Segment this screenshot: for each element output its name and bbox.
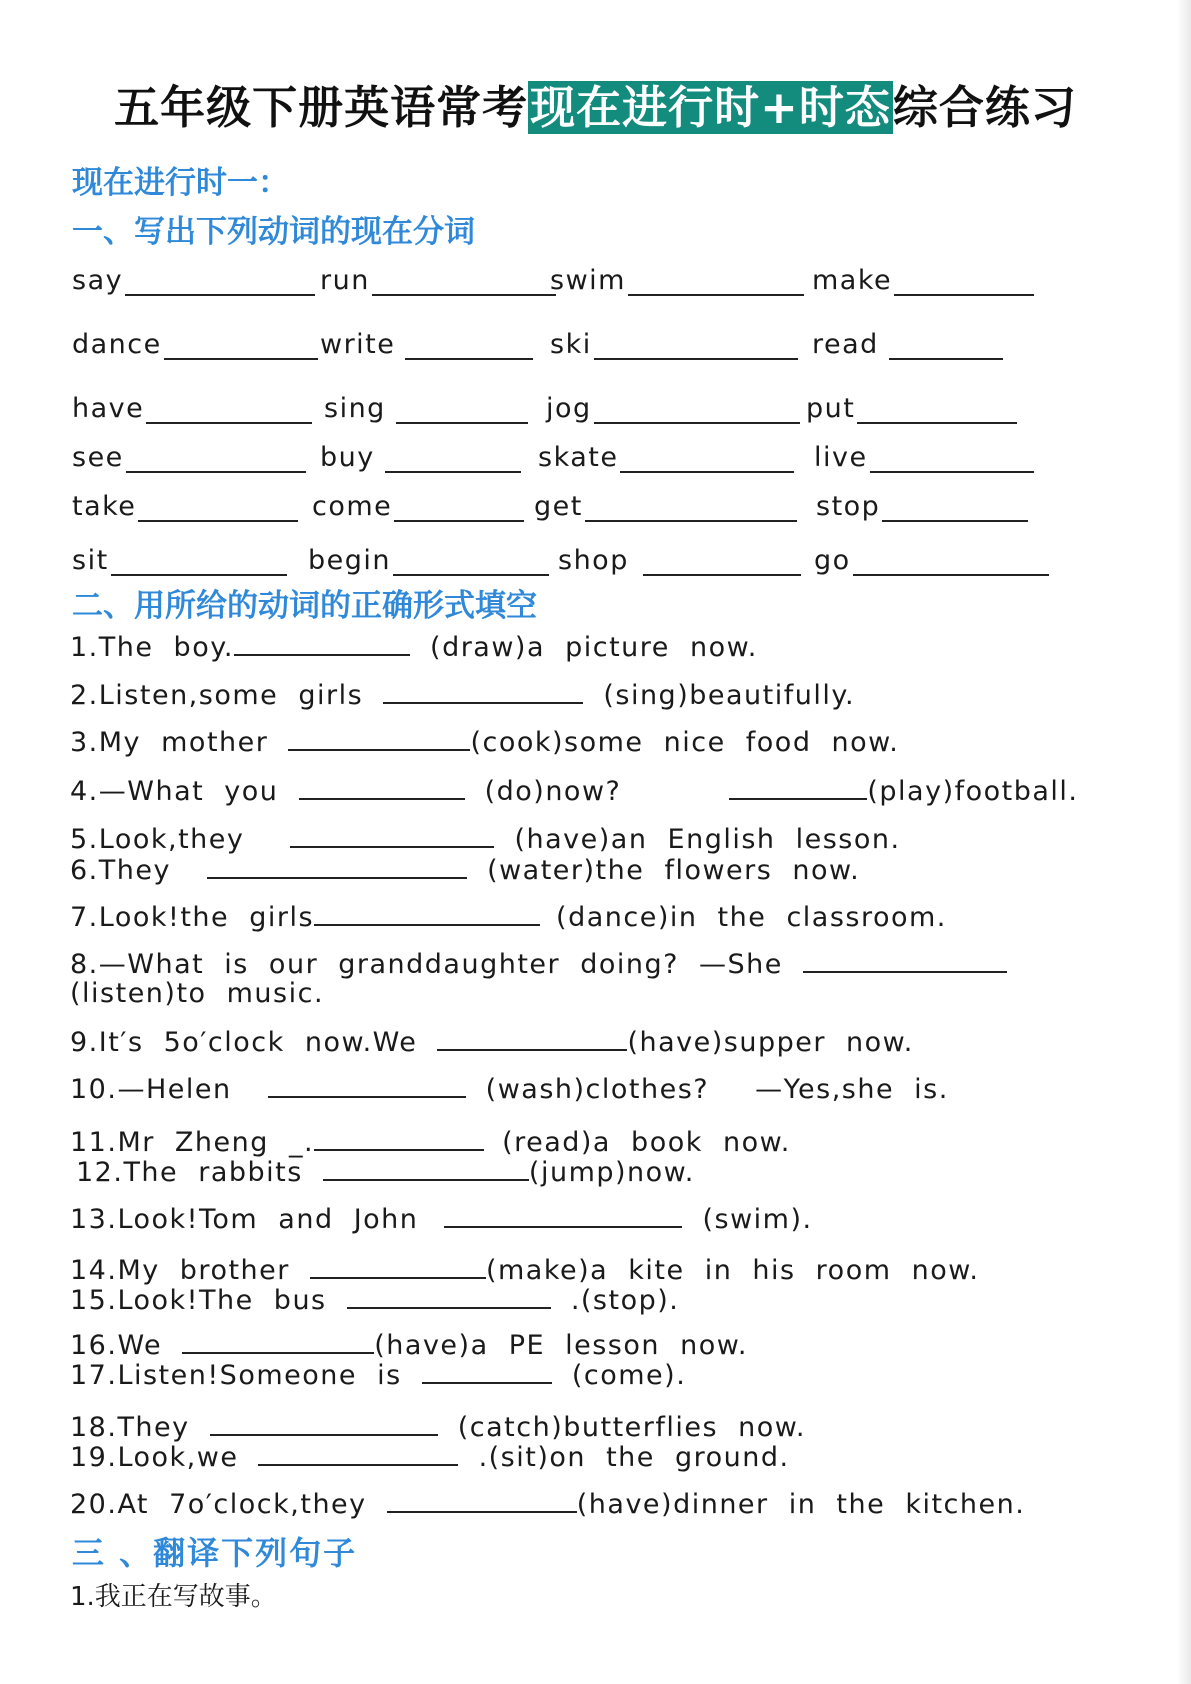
answer-blank[interactable] (437, 1025, 627, 1051)
question-8-cont: (listen)to music. (70, 978, 325, 1009)
question-6: 6.They (water)the flowers now. (70, 855, 861, 886)
verb-row (72, 324, 1072, 364)
question-5: 5.Look,they (have)an English lesson. (70, 824, 901, 855)
section1-heading: 一、写出下列动词的现在分词 (72, 214, 475, 250)
question-20: 20.At 7o′clock,they (have)dinner in the kitchen. (70, 1489, 1026, 1520)
answer-blank[interactable] (643, 548, 801, 576)
answer-blank[interactable] (314, 1125, 484, 1151)
question-2: 2.Listen,some girls (sing)beautifully. (70, 680, 856, 711)
translation-question-1: 1.我正在写故事。 (70, 1582, 277, 1612)
verb-item: buy (320, 437, 521, 473)
answer-blank[interactable] (385, 445, 521, 473)
answer-blank[interactable] (314, 900, 540, 926)
answer-blank[interactable] (729, 774, 867, 800)
question-8: 8.—What is our granddaughter doing? —She (70, 947, 1007, 981)
title-prefix: 五年级下册英语常考 (114, 81, 529, 134)
answer-blank[interactable] (383, 678, 583, 704)
section3-heading: 三 、翻译下列句子 (72, 1534, 358, 1572)
answer-blank[interactable] (585, 494, 797, 522)
verb-item: have (72, 388, 312, 424)
answer-blank[interactable] (125, 268, 315, 296)
section-top-heading: 现在进行时一： (72, 165, 289, 201)
answer-blank[interactable] (444, 1202, 682, 1228)
answer-blank[interactable] (182, 1328, 374, 1354)
answer-blank[interactable] (594, 396, 800, 424)
answer-blank[interactable] (146, 396, 312, 424)
answer-blank[interactable] (234, 630, 410, 656)
answer-blank[interactable] (628, 268, 804, 296)
verb-item: read (812, 324, 1003, 360)
answer-blank[interactable] (290, 822, 494, 848)
title-highlight: 现在进行时+时态 (530, 81, 891, 134)
answer-blank[interactable] (870, 445, 1034, 473)
verb-item: write (320, 324, 533, 360)
verb-item: put (806, 388, 1017, 424)
question-7: 7.Look!the girls (dance)in the classroom. (70, 902, 947, 933)
verb-item: come (312, 486, 524, 522)
answer-blank[interactable] (803, 947, 1007, 973)
answer-blank[interactable] (422, 1358, 552, 1384)
answer-blank[interactable] (138, 494, 298, 522)
verb-item: jog (546, 388, 800, 424)
question-17: 17.Listen!Someone is (come). (70, 1360, 687, 1391)
answer-blank[interactable] (310, 1253, 486, 1279)
verb-item: get (534, 486, 797, 522)
answer-blank[interactable] (857, 396, 1017, 424)
verb-item: dance (72, 324, 318, 360)
question-12: 12.The rabbits (jump)now. (76, 1157, 695, 1188)
answer-blank[interactable] (258, 1440, 458, 1466)
verb-row (72, 388, 1072, 428)
answer-blank[interactable] (347, 1283, 551, 1309)
verb-item: live (814, 437, 1034, 473)
verb-row (72, 437, 1072, 477)
answer-blank[interactable] (882, 494, 1028, 522)
answer-blank[interactable] (394, 494, 524, 522)
verb-item: take (72, 486, 298, 522)
question-13: 13.Look!Tom and John (swim). (70, 1204, 813, 1235)
question-1: 1.The boy. (draw)a picture now. (70, 632, 758, 663)
question-4: 4.—What you (do)now? (play)football. (70, 776, 1079, 807)
verb-row (72, 260, 1072, 300)
section2-heading: 二、用所给的动词的正确形式填空 (72, 588, 537, 624)
answer-blank[interactable] (393, 548, 549, 576)
verb-item: see (72, 437, 306, 473)
page-edge-shadow (1177, 0, 1191, 1684)
verb-item: swim (550, 260, 804, 296)
answer-blank[interactable] (207, 853, 467, 879)
verb-item: stop (816, 486, 1028, 522)
answer-blank[interactable] (164, 332, 318, 360)
question-18: 18.They (catch)butterflies now. (70, 1412, 806, 1443)
verb-item: make (812, 260, 1034, 296)
verb-item: go (814, 540, 1049, 576)
question-15: 15.Look!The bus .(stop). (70, 1285, 680, 1316)
verb-item: ski (550, 324, 798, 360)
question-14: 14.My brother (make)a kite in his room now. (70, 1255, 980, 1286)
answer-blank[interactable] (111, 548, 287, 576)
question-9: 9.It′s 5o′clock now.We (have)supper now. (70, 1027, 914, 1058)
answer-blank[interactable] (323, 1155, 529, 1181)
verb-row (72, 486, 1072, 526)
answer-blank[interactable] (299, 774, 465, 800)
answer-blank[interactable] (387, 1487, 577, 1513)
verb-item: say (72, 260, 315, 296)
verb-item: run (320, 260, 556, 296)
verb-row (72, 540, 1072, 580)
question-11: 11.Mr Zheng _. (read)a book now. (70, 1127, 791, 1158)
answer-blank[interactable] (853, 548, 1049, 576)
answer-blank[interactable] (594, 332, 798, 360)
answer-blank[interactable] (396, 396, 528, 424)
answer-blank[interactable] (889, 332, 1003, 360)
answer-blank[interactable] (210, 1410, 438, 1436)
verb-item: sit (72, 540, 287, 576)
question-10: 10.—Helen (wash)clothes? —Yes,she is. (70, 1074, 949, 1105)
verb-item: begin (308, 540, 549, 576)
page-title (0, 80, 1191, 136)
answer-blank[interactable] (126, 445, 306, 473)
answer-blank[interactable] (894, 268, 1034, 296)
answer-blank[interactable] (372, 268, 556, 296)
verb-item: shop (558, 540, 801, 576)
verb-item: sing (324, 388, 528, 424)
question-16: 16.We (have)a PE lesson now. (70, 1330, 748, 1361)
verb-item: skate (538, 437, 794, 473)
answer-blank[interactable] (405, 332, 533, 360)
question-3: 3.My mother (cook)some nice food now. (70, 727, 900, 758)
answer-blank[interactable] (268, 1072, 466, 1098)
answer-blank[interactable] (620, 445, 794, 473)
answer-blank[interactable] (288, 725, 470, 751)
title-suffix: 综合练习 (892, 81, 1077, 134)
question-19: 19.Look,we .(sit)on the ground. (70, 1442, 790, 1473)
